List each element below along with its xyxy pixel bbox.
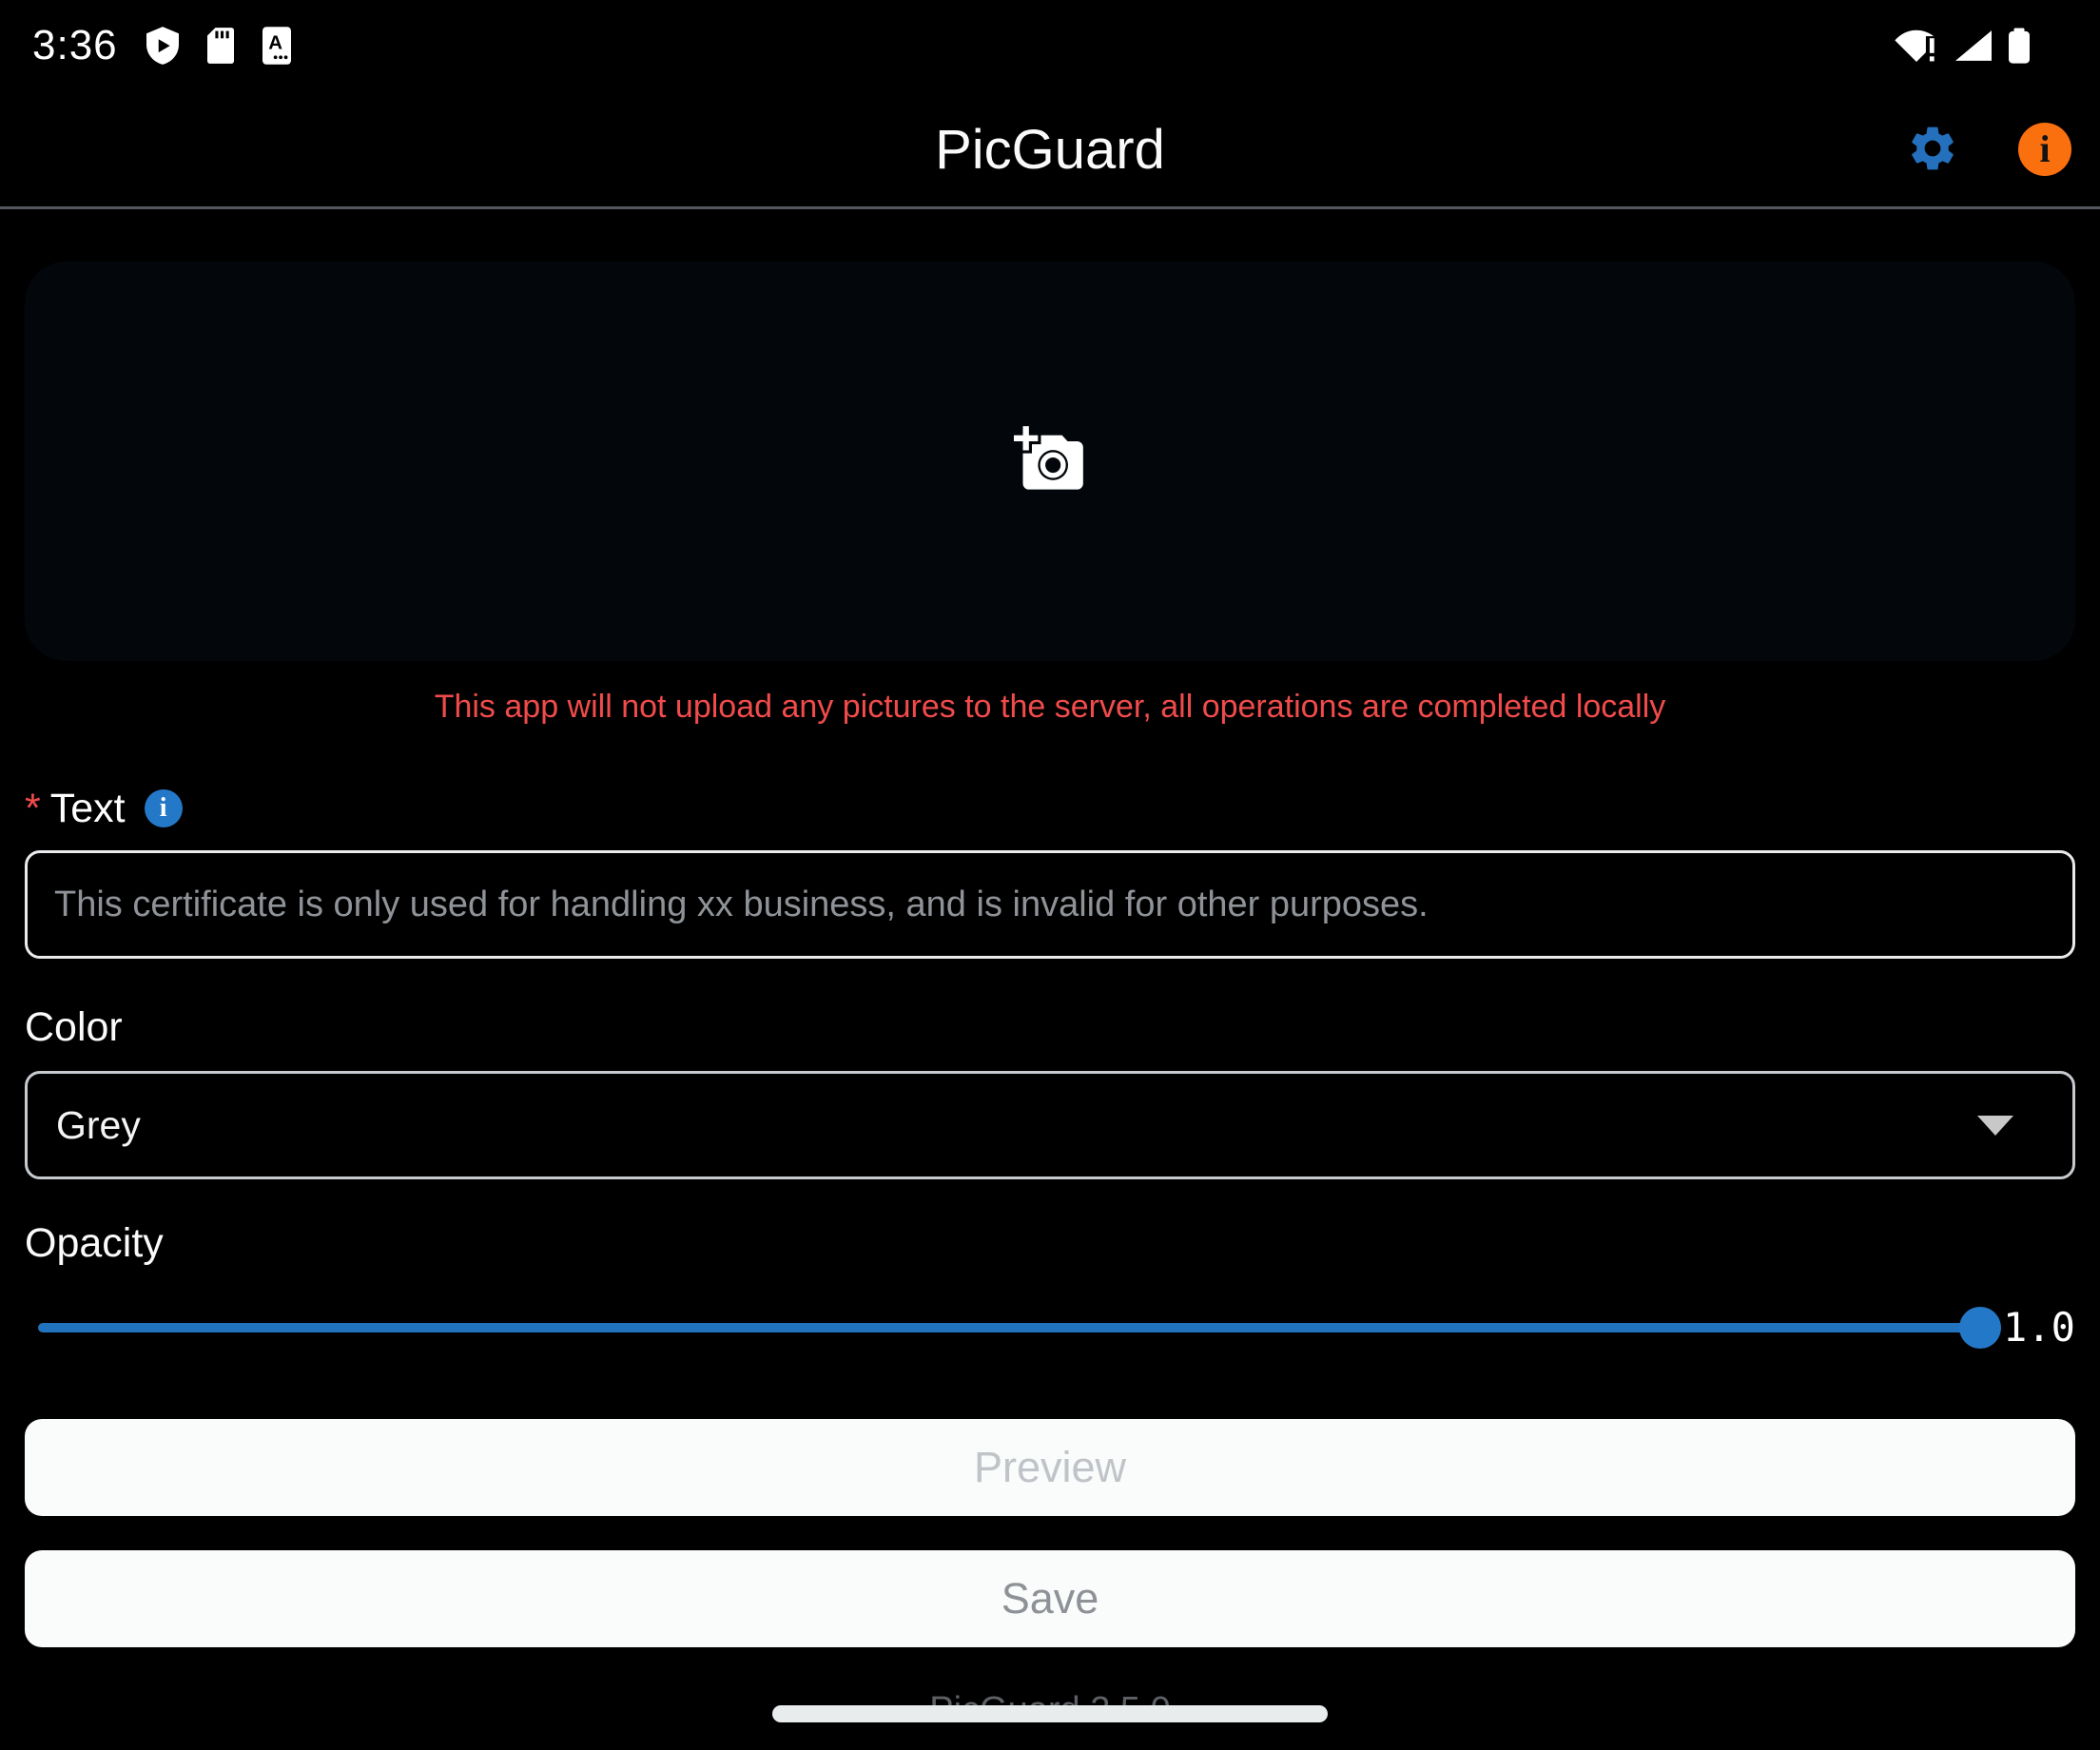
info-button[interactable] — [2018, 123, 2071, 176]
color-select[interactable] — [25, 1071, 2075, 1179]
text-info-icon[interactable]: i — [145, 789, 183, 827]
keyboard-icon — [262, 27, 291, 65]
wifi-alert-icon — [1895, 29, 1938, 62]
header-divider — [0, 206, 2100, 209]
color-select-value: Grey — [56, 1102, 141, 1147]
required-asterisk: * — [25, 785, 41, 831]
add-photo-icon — [1014, 423, 1086, 500]
opacity-field-label: Opacity — [25, 1220, 164, 1266]
app-bar — [0, 91, 2100, 207]
text-field-label-row — [25, 784, 183, 833]
opacity-value: 1.0 — [2003, 1304, 2075, 1351]
status-bar — [0, 0, 2100, 91]
watermark-text-input[interactable] — [25, 850, 2075, 959]
settings-button[interactable] — [1906, 122, 1959, 178]
privacy-notice: This app will not upload any pictures to the server, all operations are completed locally — [434, 689, 1666, 725]
save-button[interactable]: Save — [25, 1550, 2075, 1647]
cell-signal-icon — [1955, 30, 1992, 61]
chevron-down-icon — [1977, 1116, 2013, 1136]
gear-icon — [1906, 122, 1959, 178]
info-icon: i — [2018, 123, 2071, 176]
battery-icon — [2009, 28, 2030, 64]
preview-button[interactable]: Preview — [25, 1419, 2075, 1516]
play-protect-icon — [146, 27, 179, 65]
opacity-slider-thumb[interactable] — [1959, 1307, 2001, 1349]
text-field-label: Text — [49, 785, 126, 831]
home-indicator[interactable] — [772, 1705, 1328, 1722]
photo-upload-area[interactable] — [25, 262, 2075, 661]
sd-card-icon — [207, 28, 234, 64]
page-title: PicGuard — [935, 118, 1165, 181]
opacity-slider-track[interactable] — [38, 1323, 1980, 1332]
clock: 3:36 — [32, 22, 118, 68]
color-field-label: Color — [25, 1004, 123, 1050]
svg-text:A: A — [267, 31, 282, 54]
